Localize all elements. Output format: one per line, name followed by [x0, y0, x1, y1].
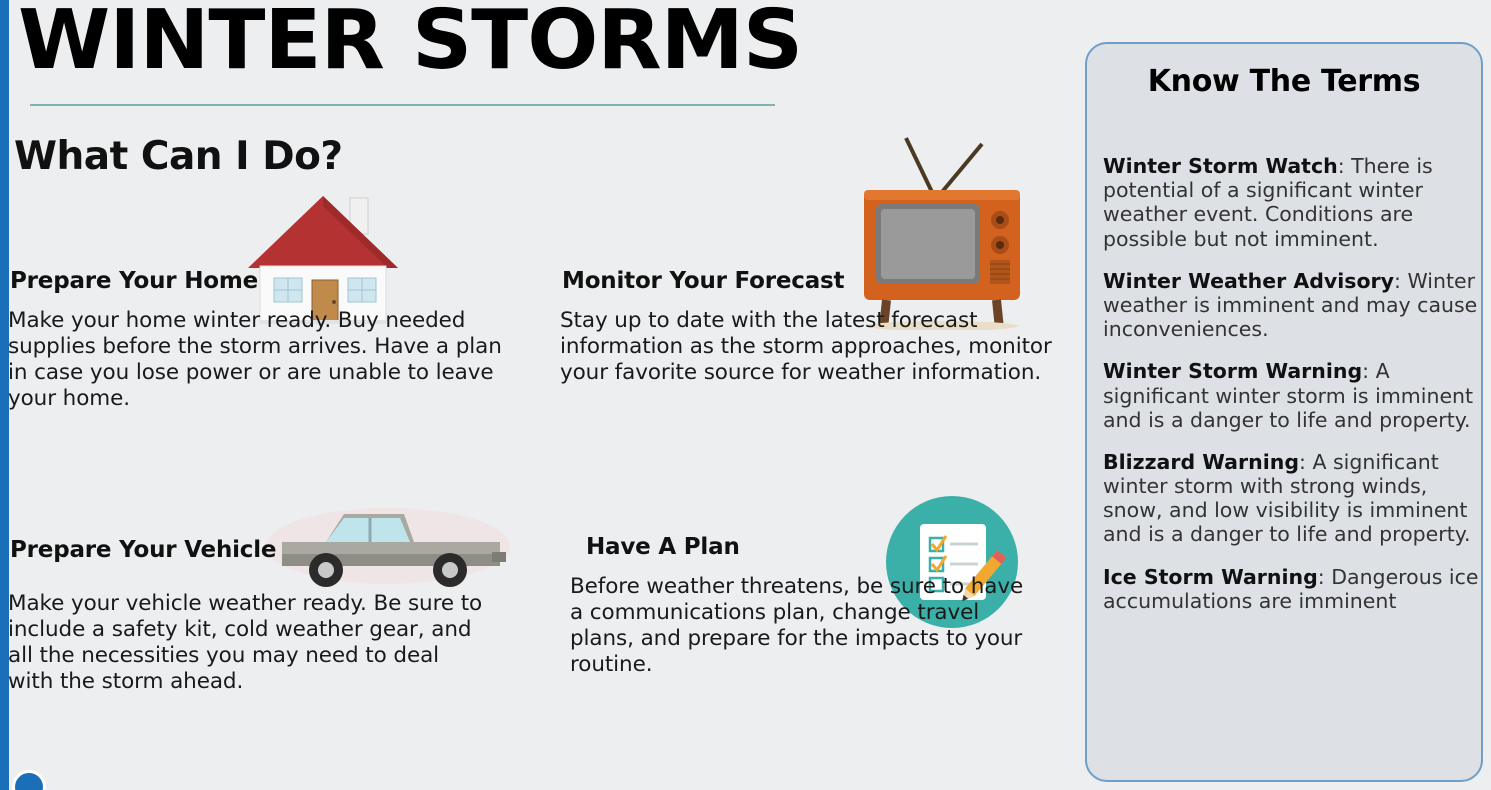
section-heading-monitor-your-forecast: Monitor Your Forecast: [562, 268, 845, 294]
agency-logo: [12, 770, 46, 790]
term-definition: : A significant winter storm with strong winds, snow, and low visibility is imminent and is a danger to life and property.: [1103, 449, 1471, 547]
section-heading-have-a-plan: Have A Plan: [586, 534, 740, 560]
term-name: Winter Storm Watch: [1103, 154, 1338, 178]
term-definition: : There is potential of a significant winter weather event. Conditions are possible but not imminent.: [1103, 154, 1433, 251]
section-heading-prepare-your-home: Prepare Your Home: [10, 268, 259, 294]
term-item: [1103, 269, 1483, 342]
section-heading-prepare-your-vehicle: Prepare Your Vehicle: [10, 537, 277, 563]
television-icon: [846, 130, 1036, 330]
term-item: [1103, 565, 1483, 613]
know-the-terms-panel: [1085, 42, 1483, 782]
term-name: Blizzard Warning: [1103, 449, 1300, 474]
term-name: Ice Storm Warning: [1103, 564, 1318, 589]
section-body-prepare-your-home: Make your home winter ready. Buy needed supplies before the storm arrives. Have a plan in case you lose power or are unable to leave your home.: [8, 308, 502, 411]
page-title: WINTER STORMS: [18, 0, 803, 88]
section-body-prepare-your-vehicle: Make your vehicle weather ready. Be sure to include a safety kit, cold weather gear, and all the necessities you may need to deal with the storm ahead.: [8, 591, 483, 694]
term-item: [1103, 450, 1483, 547]
panel-title: Know The Terms: [1147, 64, 1421, 99]
page-subtitle: What Can I Do?: [14, 134, 343, 179]
terms-list: [1103, 154, 1483, 631]
term-definition: : Winter weather is imminent and may cause inconveniences.: [1103, 268, 1478, 342]
term-name: Winter Weather Advisory: [1103, 268, 1395, 293]
section-body-have-a-plan: Before weather threatens, be sure to have a communications plan, change travel plans, and prepare for the impacts to your routine.: [570, 574, 1024, 677]
section-body-monitor-your-forecast: Stay up to date with the latest forecast information as the storm approaches, monitor your favorite source for weather information.: [560, 308, 1052, 385]
term-name: Winter Storm Warning: [1103, 359, 1363, 384]
title-divider: [30, 104, 775, 106]
term-item: [1103, 154, 1483, 251]
term-definition: : A significant winter storm is imminent and is a danger to life and property.: [1103, 359, 1474, 432]
term-definition: : Dangerous ice accumulations are imminent: [1103, 564, 1479, 613]
term-item: [1103, 359, 1483, 432]
pickup-truck-icon: [264, 494, 512, 599]
